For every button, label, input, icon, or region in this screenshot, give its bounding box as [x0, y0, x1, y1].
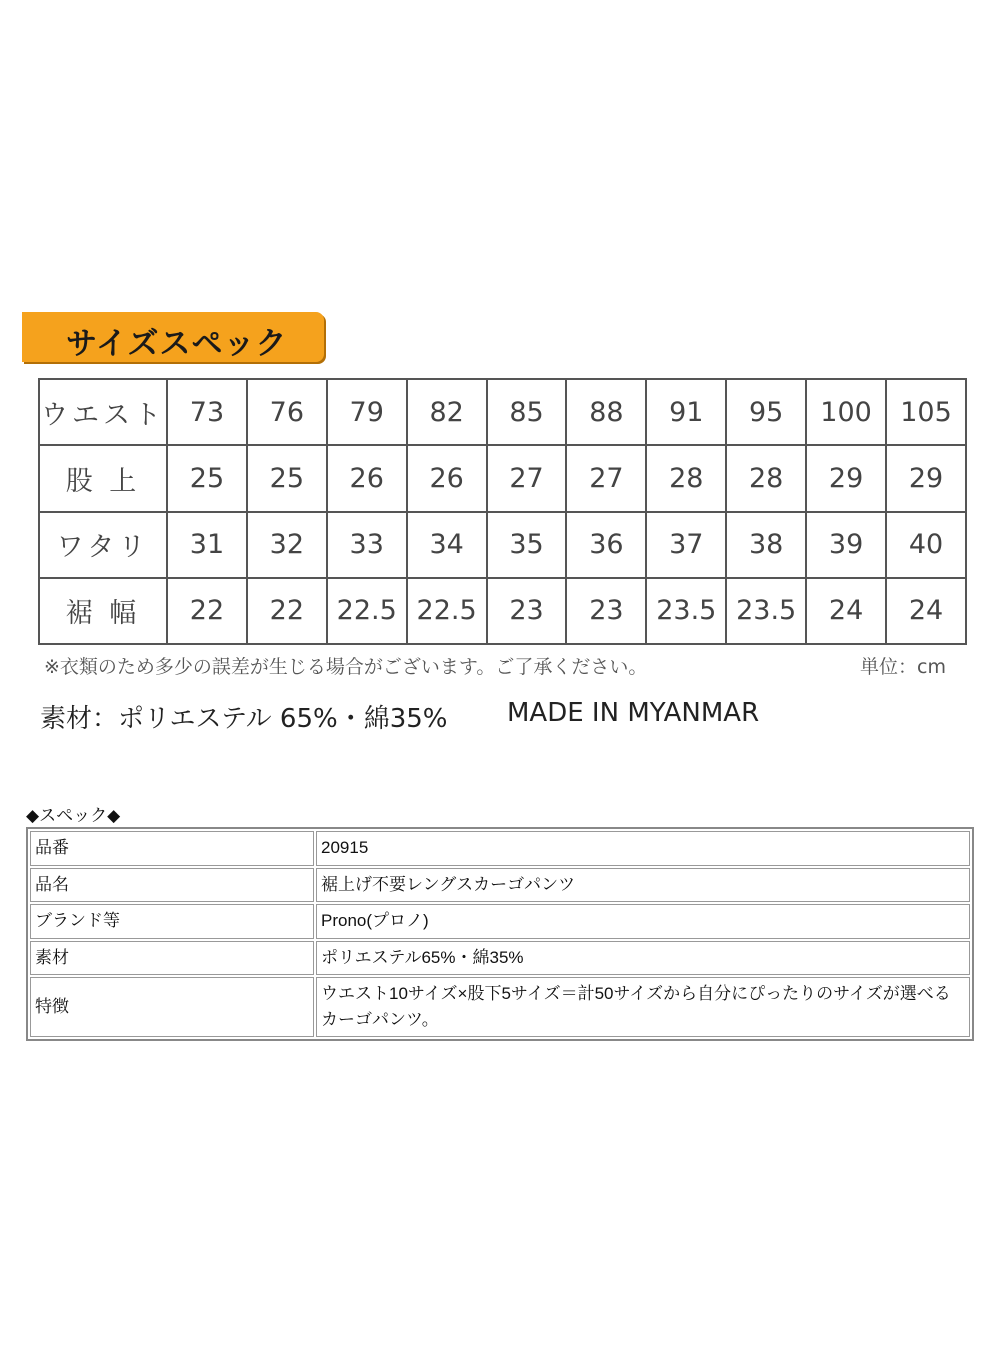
- size-cell: 22: [167, 578, 247, 644]
- material-text: 素材：ポリエステル 65%・綿35%: [40, 704, 448, 734]
- size-cell: 23.5: [646, 578, 726, 644]
- spec-value: ポリエステル65%・綿35%: [316, 941, 970, 976]
- size-cell: 79: [327, 379, 407, 445]
- size-cell: 100: [806, 379, 886, 445]
- size-cell: 22: [247, 578, 327, 644]
- size-cell: 28: [646, 445, 726, 511]
- size-cell: 105: [886, 379, 966, 445]
- spec-row: [30, 941, 970, 976]
- spec-value: Prono(プロノ): [316, 904, 970, 939]
- spec-value: 裾上げ不要レングスカーゴパンツ: [316, 868, 970, 903]
- made-in-text: MADE IN MYANMAR: [507, 698, 760, 728]
- size-cell: 82: [407, 379, 487, 445]
- size-cell: 23: [487, 578, 567, 644]
- size-cell: 39: [806, 512, 886, 578]
- spec-heading: ◆スペック◆: [26, 806, 121, 826]
- size-row: [39, 379, 966, 445]
- size-cell: 25: [247, 445, 327, 511]
- spec-label: 素材: [30, 941, 314, 976]
- spec-row: [30, 868, 970, 903]
- size-cell: 28: [726, 445, 806, 511]
- size-cell: 73: [167, 379, 247, 445]
- size-cell: 26: [407, 445, 487, 511]
- size-cell: 23: [566, 578, 646, 644]
- size-row: [39, 445, 966, 511]
- spec-label: 品名: [30, 868, 314, 903]
- size-cell: 33: [327, 512, 407, 578]
- spec-row: [30, 831, 970, 866]
- spec-row: [30, 977, 970, 1037]
- size-cell: 23.5: [726, 578, 806, 644]
- spec-label: 品番: [30, 831, 314, 866]
- spec-row: [30, 904, 970, 939]
- unit-label: 単位：cm: [860, 656, 946, 678]
- spec-value: ウエスト10サイズ×股下5サイズ＝計50サイズから自分にぴったりのサイズが選べるカーゴパンツ。: [316, 977, 970, 1037]
- size-row: [39, 512, 966, 578]
- size-cell: 76: [247, 379, 327, 445]
- size-cell: 31: [167, 512, 247, 578]
- size-row-label: 裾 幅: [39, 578, 167, 644]
- tolerance-note: ※衣類のため多少の誤差が生じる場合がございます。ご了承ください。: [44, 656, 648, 678]
- size-cell: 40: [886, 512, 966, 578]
- size-cell: 35: [487, 512, 567, 578]
- size-table: [38, 378, 967, 645]
- size-cell: 34: [407, 512, 487, 578]
- spec-table: [26, 827, 974, 1041]
- size-cell: 37: [646, 512, 726, 578]
- size-cell: 88: [566, 379, 646, 445]
- size-cell: 27: [487, 445, 567, 511]
- spec-value: 20915: [316, 831, 970, 866]
- size-row-label: ワタリ: [39, 512, 167, 578]
- size-cell: 38: [726, 512, 806, 578]
- size-cell: 24: [886, 578, 966, 644]
- size-spec-badge: [22, 312, 324, 362]
- size-spec-title: サイズスペック: [66, 326, 288, 362]
- size-cell: 85: [487, 379, 567, 445]
- size-row-label: ウエスト: [39, 379, 167, 445]
- size-cell: 91: [646, 379, 726, 445]
- size-cell: 32: [247, 512, 327, 578]
- size-cell: 26: [327, 445, 407, 511]
- size-cell: 25: [167, 445, 247, 511]
- size-cell: 24: [806, 578, 886, 644]
- spec-label: ブランド等: [30, 904, 314, 939]
- size-row: [39, 578, 966, 644]
- size-cell: 29: [806, 445, 886, 511]
- size-cell: 36: [566, 512, 646, 578]
- size-cell: 27: [566, 445, 646, 511]
- size-cell: 29: [886, 445, 966, 511]
- size-cell: 95: [726, 379, 806, 445]
- size-cell: 22.5: [407, 578, 487, 644]
- size-row-label: 股 上: [39, 445, 167, 511]
- size-cell: 22.5: [327, 578, 407, 644]
- spec-label: 特徴: [30, 977, 314, 1037]
